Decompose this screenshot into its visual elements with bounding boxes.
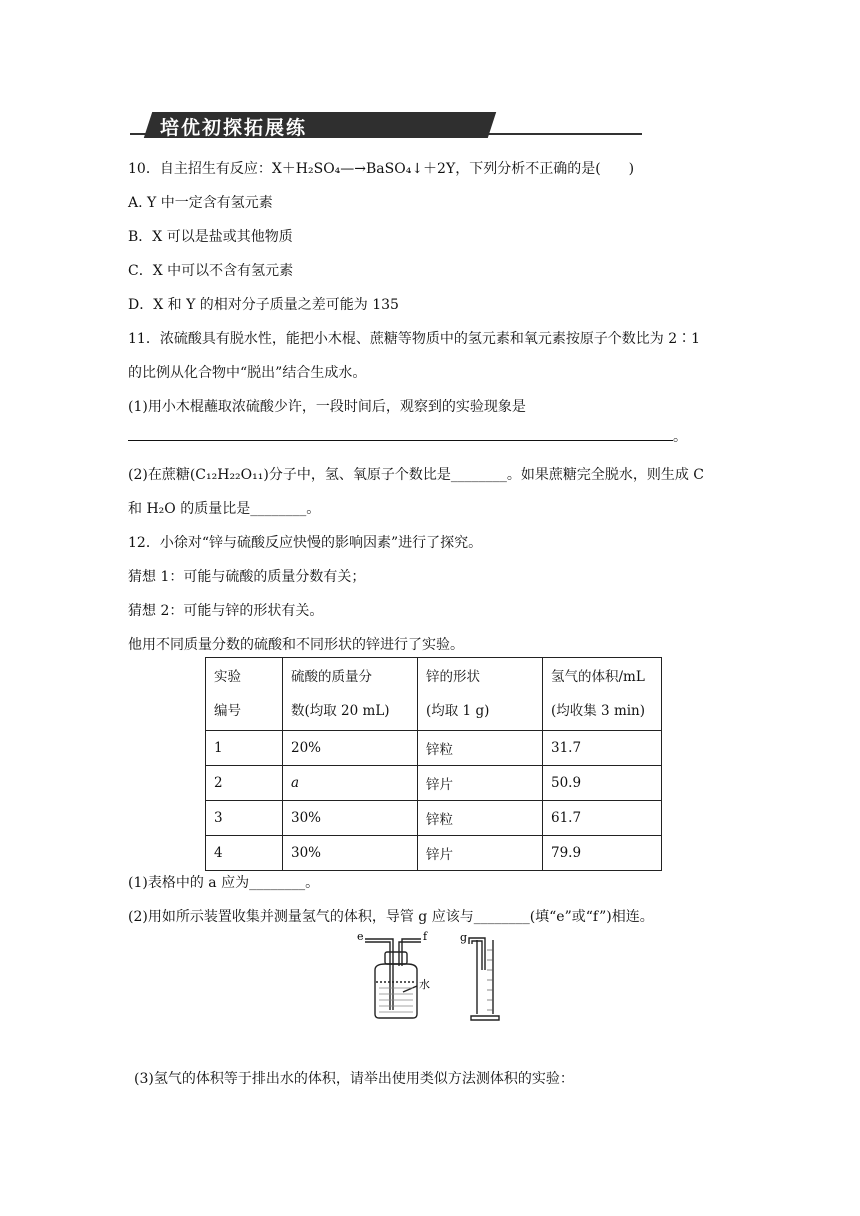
q10-option-a: A. Y 中一定含有氢元素 [128, 195, 273, 211]
table-cell: 锌粒 [418, 801, 543, 836]
table-row [206, 836, 662, 871]
table-cell: 20% [283, 731, 418, 766]
table-header-cell: 锌的形状 (均取 1 g) [418, 658, 543, 731]
table-cell: 锌片 [418, 836, 543, 871]
q12-guess1: 猜想 1：可能与硫酸的质量分数有关； [128, 569, 366, 585]
q11-part1-answer-line [128, 426, 687, 446]
q11-part1-end: 。 [673, 429, 687, 445]
cylinder-scale [487, 950, 493, 1010]
table-row [206, 731, 662, 766]
q10-stem: 10．自主招生有反应：X＋H₂SO₄—→BaSO₄↓＋2Y，下列分析不正确的是( ) [128, 161, 635, 177]
table-header-row [206, 658, 662, 731]
q12-guess2: 猜想 2：可能与锌的形状有关。 [128, 603, 324, 619]
q11-stem-line1: 11．浓硫酸具有脱水性，能把小木棍、蔗糖等物质中的氢元素和氧元素按原子个数比为 2∶1 [128, 331, 701, 347]
graduated-cylinder [469, 938, 499, 1020]
table-cell: 31.7 [543, 731, 662, 766]
table-header-cell: 硫酸的质量分 数(均取 20 mL) [283, 658, 418, 731]
table-cell: 4 [206, 836, 283, 871]
label-f: f [423, 930, 428, 943]
q12-part1: (1)表格中的 a 应为________。 [128, 875, 320, 891]
q12-part3: (3)氢气的体积等于排出水的体积，请举出使用类似方法测体积的实验： [134, 1071, 574, 1087]
table-cell: 1 [206, 731, 283, 766]
table-header-cell: 氢气的体积/mL (均收集 3 min) [543, 658, 662, 731]
table-cell: 锌粒 [418, 731, 543, 766]
table-header-cell: 实验 编号 [206, 658, 283, 731]
q10-option-c: C．X 中可以不含有氢元素 [128, 263, 294, 279]
table-cell: 50.9 [543, 766, 662, 801]
table-cell: 30% [283, 836, 418, 871]
section-title: 培优初探拓展练 [160, 117, 308, 139]
q11-part1: (1)用小木棍蘸取浓硫酸少许，一段时间后，观察到的实验现象是 [128, 399, 526, 415]
label-g: g [460, 931, 468, 944]
table-cell: a [283, 766, 418, 801]
q10-option-d: D．X 和 Y 的相对分子质量之差可能为 135 [128, 297, 399, 313]
table-row [206, 766, 662, 801]
q12-part2: (2)用如所示装置收集并测量氢气的体积，导管 g 应该与________(填“e”或“f”)相连。 [128, 909, 654, 925]
q12-stem: 12．小徐对“锌与硫酸反应快慢的影响因素”进行了探究。 [128, 535, 483, 551]
table-cell: 30% [283, 801, 418, 836]
gas-collection-apparatus [355, 930, 505, 1022]
experiment-table [205, 657, 662, 871]
q11-part2-line1: (2)在蔗糖(C₁₂H₂₂O₁₁)分子中，氢、氧原子个数比是________。如果蔗糖完全脱水，则生成 C [128, 467, 704, 483]
label-e: e [357, 930, 364, 943]
q11-part2-line2: 和 H₂O 的质量比是________。 [128, 501, 321, 517]
table-cell: 3 [206, 801, 283, 836]
q10-option-b: B．X 可以是盐或其他物质 [128, 229, 293, 245]
table-cell: 79.9 [543, 836, 662, 871]
water-lines [379, 988, 413, 1012]
table-cell: 锌片 [418, 766, 543, 801]
q11-stem-line2: 的比例从化合物中“脱出”结合生成水。 [128, 365, 367, 381]
table-cell: 61.7 [543, 801, 662, 836]
answer-blank [128, 426, 673, 441]
table-cell: 2 [206, 766, 283, 801]
q12-intro: 他用不同质量分数的硫酸和不同形状的锌进行了实验。 [128, 637, 464, 653]
section-banner [130, 112, 642, 140]
table-row [206, 801, 662, 836]
label-water: 水 [419, 978, 430, 991]
